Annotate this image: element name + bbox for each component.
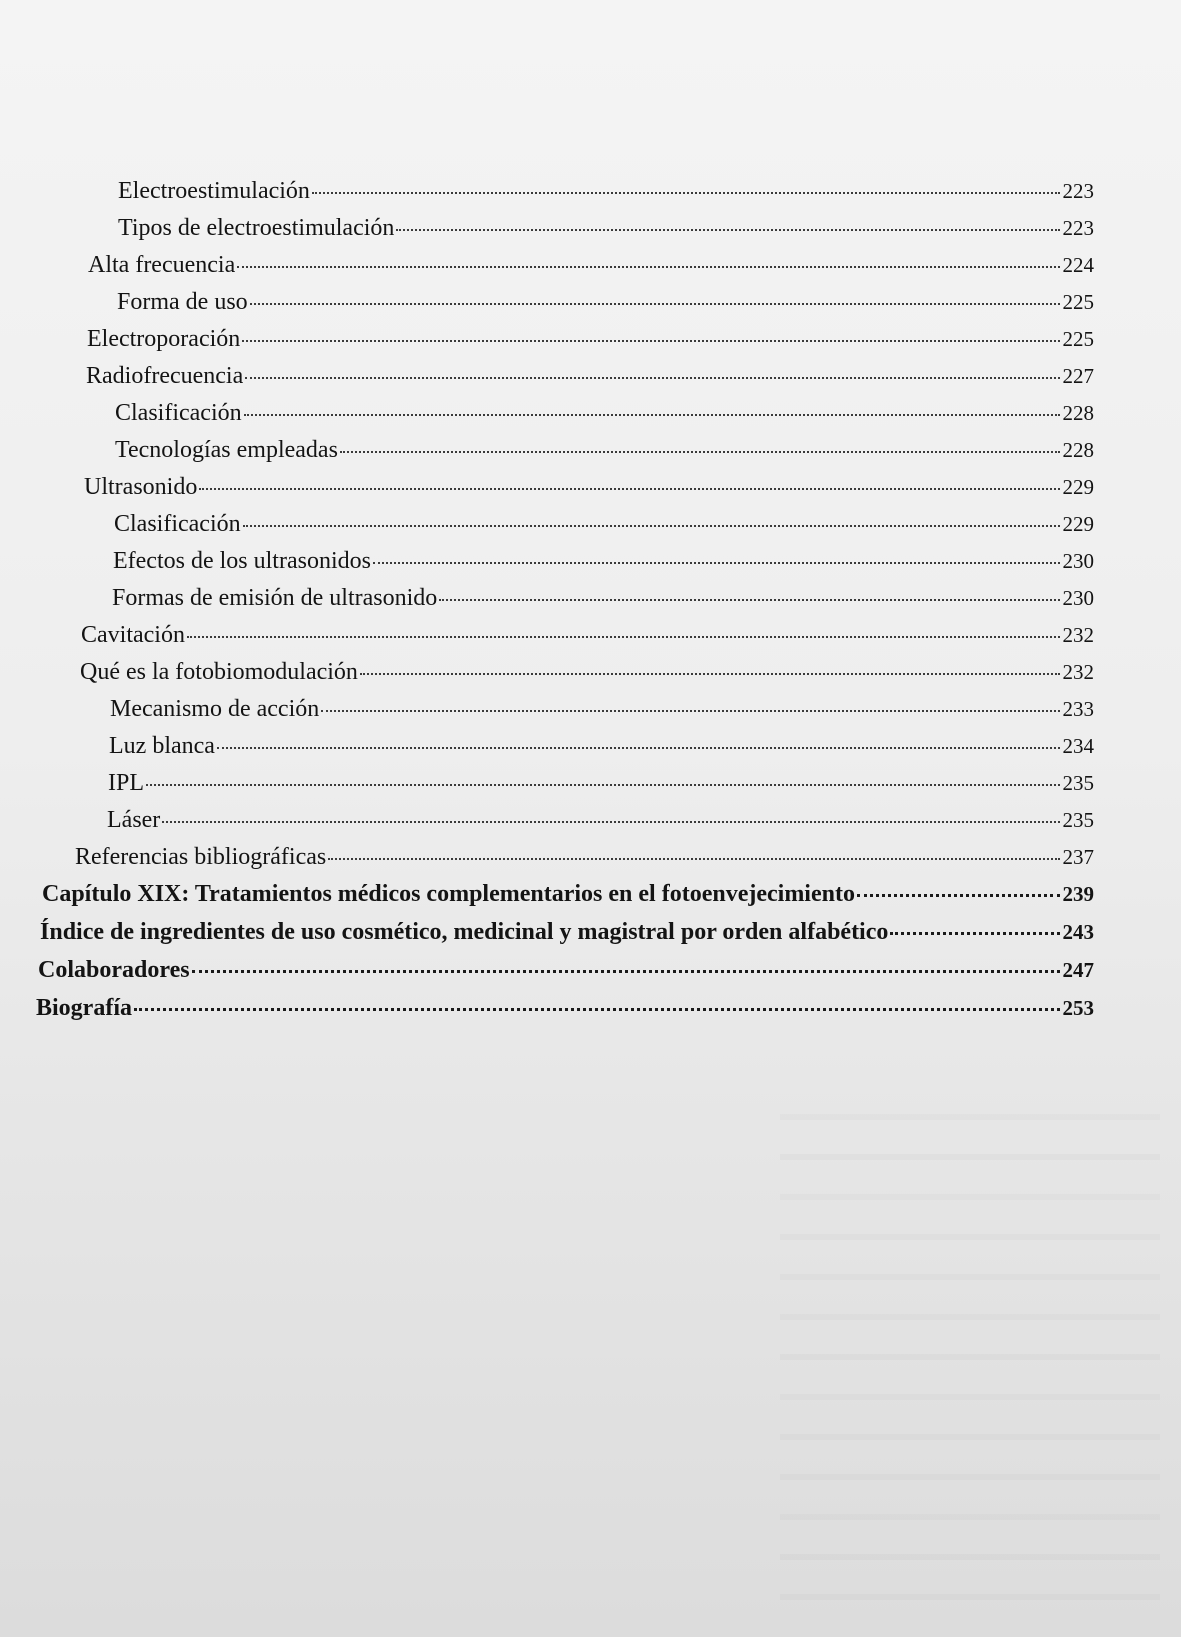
toc-entry[interactable] — [42, 881, 1094, 919]
toc-entry[interactable] — [87, 326, 1094, 364]
toc-entry[interactable] — [110, 696, 1094, 734]
dot-leader — [162, 821, 1059, 823]
toc-entry-label: Mecanismo de acción — [110, 696, 320, 722]
toc-entry-page: 234 — [1062, 734, 1094, 758]
toc-entry[interactable] — [40, 919, 1094, 957]
toc-entry-label: Clasificación — [115, 400, 242, 426]
toc-entry-label: Tecnologías empleadas — [115, 437, 338, 463]
toc-entry-page: 232 — [1062, 660, 1094, 684]
dot-leader — [237, 266, 1059, 268]
toc-entry-page: 230 — [1062, 586, 1094, 610]
toc-entry[interactable] — [114, 511, 1094, 549]
toc-entry-page: 235 — [1062, 808, 1094, 832]
dot-leader — [192, 970, 1060, 973]
toc-entry[interactable] — [88, 252, 1094, 290]
toc-entry[interactable] — [115, 437, 1094, 475]
toc-entry[interactable] — [80, 659, 1094, 697]
dot-leader — [242, 340, 1059, 342]
toc-entry[interactable] — [36, 995, 1094, 1033]
toc-entry-label: IPL — [108, 770, 144, 796]
toc-entry-label: Efectos de los ultrasonidos — [113, 548, 371, 574]
dot-leader — [439, 599, 1059, 601]
toc-entry-page: 235 — [1062, 771, 1094, 795]
toc-entry-page: 227 — [1062, 364, 1094, 388]
toc-entry-page: 253 — [1062, 996, 1094, 1020]
toc-entry-label: Clasificación — [114, 511, 241, 537]
toc-entry-page: 225 — [1062, 327, 1094, 351]
toc-entry-page: 223 — [1062, 179, 1094, 203]
toc-entry[interactable] — [118, 215, 1094, 253]
toc-entry[interactable] — [75, 844, 1094, 882]
toc-entry-label: Forma de uso — [117, 289, 248, 315]
toc-entry-page: 247 — [1062, 958, 1094, 982]
dot-leader — [340, 451, 1060, 453]
toc-entry-label: Electroporación — [87, 326, 241, 352]
toc-entry[interactable] — [38, 957, 1094, 995]
toc-entry-page: 229 — [1062, 475, 1094, 499]
toc-entry-label: Referencias bibliográficas — [75, 844, 327, 870]
toc-entry-label: Colaboradores — [38, 957, 190, 983]
toc-entry-label: Radiofrecuencia — [86, 363, 244, 389]
toc-entry-label: Capítulo XIX: Tratamientos médicos complementarios en el fotoenvejecimiento — [42, 881, 855, 907]
dot-leader — [890, 932, 1059, 935]
dot-leader — [250, 303, 1060, 305]
toc-entry-label: Tipos de electroestimulación — [118, 215, 395, 241]
dot-leader — [328, 858, 1059, 860]
dot-leader — [360, 673, 1060, 675]
toc-entry[interactable] — [112, 585, 1094, 623]
toc-entry-page: 225 — [1062, 290, 1094, 314]
dot-leader — [187, 636, 1060, 638]
toc-entry-label: Electroestimulación — [118, 178, 310, 204]
toc-entry-label: Alta frecuencia — [88, 252, 236, 278]
toc-entry-label: Ultrasonido — [84, 474, 198, 500]
dot-leader — [199, 488, 1059, 490]
toc-entry-label: Cavitación — [81, 622, 185, 648]
dot-leader — [373, 562, 1060, 564]
toc-entry-page: 239 — [1062, 882, 1094, 906]
dot-leader — [146, 784, 1060, 786]
toc-entry[interactable] — [109, 733, 1094, 771]
toc-entry[interactable] — [107, 807, 1094, 845]
toc-entry[interactable] — [84, 474, 1094, 512]
toc-entry[interactable] — [115, 400, 1094, 438]
toc-entry-label: Qué es la fotobiomodulación — [80, 659, 358, 685]
toc-entry-label: Índice de ingredientes de uso cosmético, medicinal y magistral por orden alfabético — [40, 919, 889, 945]
toc-entry[interactable] — [117, 289, 1094, 327]
toc-entry-page: 224 — [1062, 253, 1094, 277]
toc-entry-page: 223 — [1062, 216, 1094, 240]
toc-entry-label: Láser — [107, 807, 161, 833]
page-show-through — [780, 1080, 1160, 1600]
toc-entry-page: 232 — [1062, 623, 1094, 647]
toc-entry-page: 230 — [1062, 549, 1094, 573]
dot-leader — [134, 1008, 1060, 1011]
toc-entry-label: Biografía — [36, 995, 132, 1021]
toc-entry-page: 233 — [1062, 697, 1094, 721]
toc-entry[interactable] — [86, 363, 1094, 401]
toc-entry[interactable] — [113, 548, 1094, 586]
toc-entry[interactable] — [108, 770, 1094, 808]
toc-entry-label: Luz blanca — [109, 733, 215, 759]
dot-leader — [396, 229, 1059, 231]
toc-entry-page: 243 — [1062, 920, 1094, 944]
toc-entry-page: 228 — [1062, 401, 1094, 425]
toc-entry-label: Formas de emisión de ultrasonido — [112, 585, 438, 611]
dot-leader — [243, 525, 1060, 527]
toc-entry[interactable] — [81, 622, 1094, 660]
dot-leader — [321, 710, 1059, 712]
dot-leader — [312, 192, 1060, 194]
toc-entry-page: 229 — [1062, 512, 1094, 536]
toc-entry-page: 228 — [1062, 438, 1094, 462]
dot-leader — [217, 747, 1060, 749]
toc-entry-page: 237 — [1062, 845, 1094, 869]
toc-entry[interactable] — [118, 178, 1094, 216]
dot-leader — [244, 414, 1060, 416]
dot-leader — [245, 377, 1059, 379]
dot-leader — [857, 894, 1060, 897]
